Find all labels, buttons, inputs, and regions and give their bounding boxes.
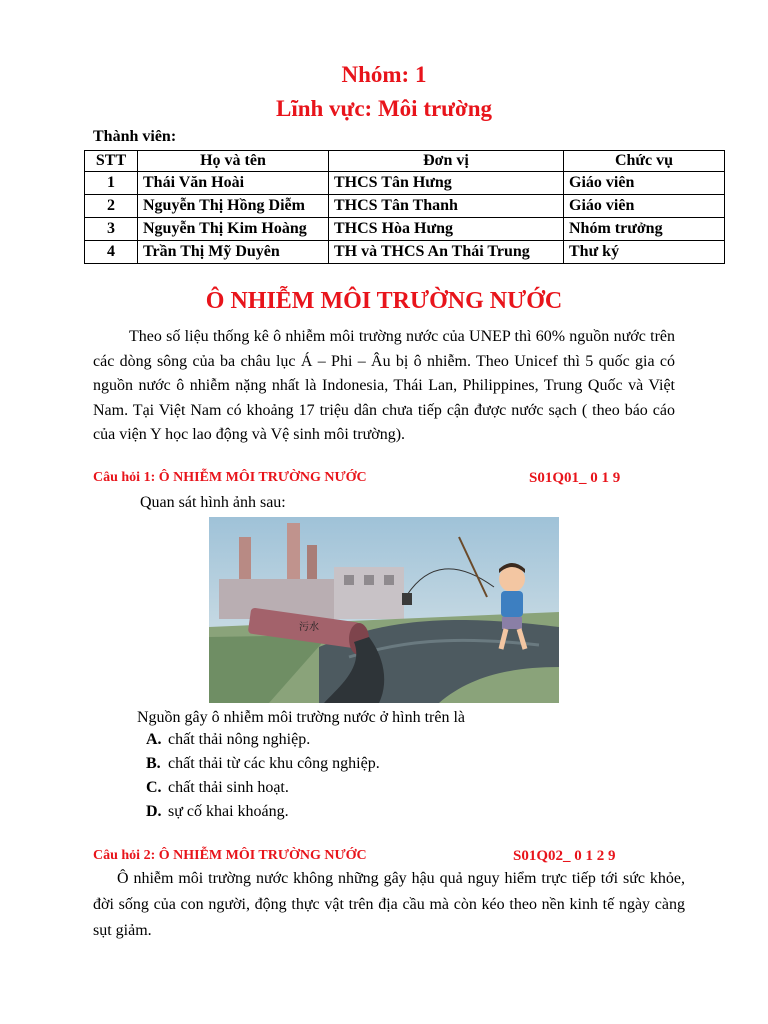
table-row <box>85 218 725 241</box>
option-a <box>146 731 310 749</box>
question-2-title: Câu hỏi 2: Ô NHIỄM MÔI TRƯỜNG NƯỚC <box>93 848 367 863</box>
observe-instruction: Quan sát hình ảnh sau: <box>140 494 286 511</box>
option-d <box>146 803 289 821</box>
table-row <box>85 172 725 195</box>
field-title: Lĩnh vực: Môi trường <box>275 96 493 121</box>
pipe-label: 污水 <box>299 622 319 633</box>
option-a-key: A. <box>146 731 162 748</box>
members-label: Thành viên: <box>93 128 177 145</box>
cell-stt: 4 <box>85 241 138 264</box>
cell-name: Nguyễn Thị Kim Hoàng <box>138 218 329 241</box>
cell-role: Nhóm trưởng <box>564 218 725 241</box>
cell-role: Giáo viên <box>564 195 725 218</box>
question-1-title: Câu hỏi 1: Ô NHIỄM MÔI TRƯỜNG NƯỚC <box>93 470 367 485</box>
question-2-heading <box>93 848 653 864</box>
cell-stt: 1 <box>85 172 138 195</box>
question-1-code: S01Q01_ 0 1 9 <box>529 470 621 486</box>
option-c <box>146 779 289 797</box>
section-title: Ô NHIỄM MÔI TRƯỜNG NƯỚC <box>205 288 563 314</box>
cell-name: Thái Văn Hoài <box>138 172 329 195</box>
column-header-stt: STT <box>85 151 138 172</box>
option-d-key: D. <box>146 803 162 820</box>
column-header-unit: Đơn vị <box>329 151 564 172</box>
table-row <box>85 241 725 264</box>
group-title: Nhóm: 1 <box>341 62 427 87</box>
column-header-role: Chức vụ <box>564 151 725 172</box>
cell-unit: THCS Tân Thanh <box>329 195 564 218</box>
intro-paragraph: Theo số liệu thống kê ô nhiễm môi trường nước của UNEP thì 60% nguồn nước trên các dòng sông của ba châu lục Á – Phi – Âu bị ô nhiễm. Theo Unicef thì 5 quốc gia có nguồn nước ô nhiễm nặng nhất là Indonesia, Thái Lan, Philippines, Trung Quốc và Việt Nam. Tại Việt Nam có khoảng 17 triệu dân chưa tiếp cận được nước sạch ( theo báo cáo của viện Y học lao động và Vệ sinh môi trường). <box>93 328 675 443</box>
option-b <box>146 755 380 773</box>
option-b-text: chất thải từ các khu công nghiệp. <box>168 755 380 772</box>
option-d-text: sự cố khai khoáng. <box>168 803 289 820</box>
cell-name: Nguyễn Thị Hồng Diễm <box>138 195 329 218</box>
question-1-stem: Nguồn gây ô nhiễm môi trường nước ở hình trên là <box>137 709 466 726</box>
cell-role: Thư ký <box>564 241 725 264</box>
cell-stt: 3 <box>85 218 138 241</box>
question-2-code: S01Q02_ 0 1 2 9 <box>513 848 616 864</box>
cell-unit: TH và THCS An Thái Trung <box>329 241 564 264</box>
table-header-row <box>85 151 725 172</box>
option-b-key: B. <box>146 755 161 772</box>
cell-unit: THCS Hòa Hưng <box>329 218 564 241</box>
cell-role: Giáo viên <box>564 172 725 195</box>
pollution-illustration <box>209 517 559 703</box>
members-table <box>84 150 725 264</box>
cell-name: Trần Thị Mỹ Duyên <box>138 241 329 264</box>
option-c-text: chất thải sinh hoạt. <box>168 779 289 796</box>
column-header-name: Họ và tên <box>138 151 329 172</box>
caught-debris <box>402 593 412 605</box>
question-1-heading <box>93 470 653 486</box>
cell-unit: THCS Tân Hưng <box>329 172 564 195</box>
table-row <box>85 195 725 218</box>
option-a-text: chất thải nông nghiệp. <box>168 731 311 748</box>
cell-stt: 2 <box>85 195 138 218</box>
question-2-paragraph: Ô nhiễm môi trường nước không những gây hậu quả nguy hiểm trực tiếp tới sức khỏe, đời sống của con người, động thực vật trên địa cầu mà còn kéo theo nền kinh tế ngày càng sụt giảm. <box>93 870 685 939</box>
option-c-key: C. <box>146 779 162 796</box>
